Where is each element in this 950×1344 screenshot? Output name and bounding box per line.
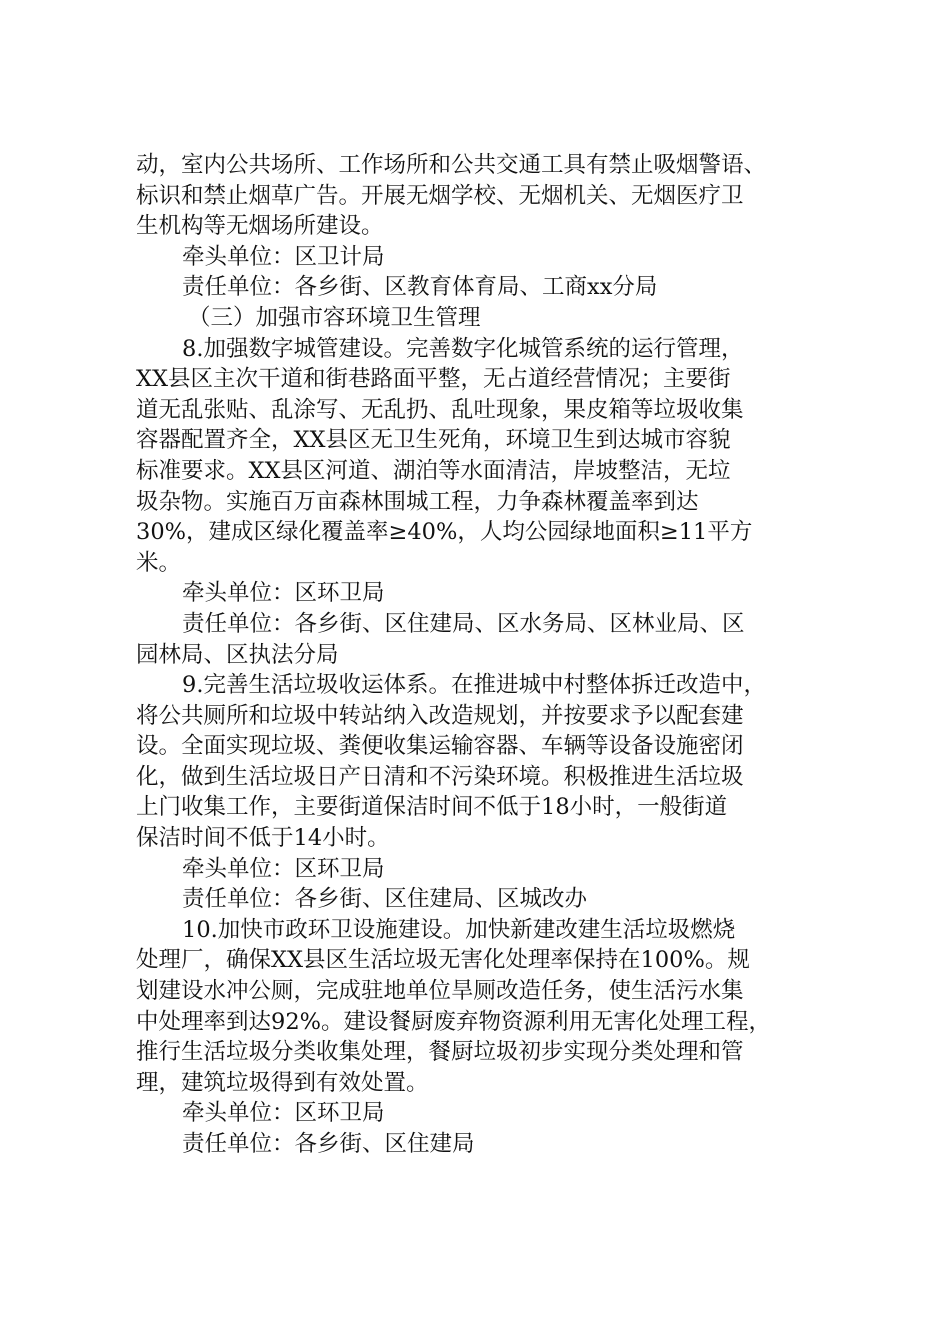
- item-9-line-5: 上门收集工作，主要街道保洁时间不低于18小时，一般街道: [136, 794, 728, 821]
- item-9-line-2: 将公共厕所和垃圾中转站纳入改造规划，并按要求予以配套建: [136, 702, 744, 729]
- responsible-unit-line-cont: 园林局、区执法分局: [136, 641, 339, 668]
- item-8-line-2: XX县区主次干道和街巷路面平整，无占道经营情况；主要街: [136, 366, 731, 393]
- item-9-line-6: 保洁时间不低于14小时。: [136, 825, 390, 852]
- lead-unit-line: 牵头单位：区环卫局: [182, 580, 385, 607]
- lead-unit-line: 牵头单位：区卫计局: [182, 243, 385, 270]
- item-8-line-4: 容器配置齐全，XX县区无卫生死角，环境卫生到达城市容貌: [136, 427, 731, 454]
- item-8-line-8: 米。: [136, 549, 182, 576]
- item-10-line-1: 10.加快市政环卫设施建设。加快新建改建生活垃圾燃烧: [182, 916, 736, 943]
- item-10-line-5: 推行生活垃圾分类收集处理，餐厨垃圾初步实现分类处理和管: [136, 1039, 744, 1066]
- item-9-line-1: 9.完善生活垃圾收运体系。在推进城中村整体拆迁改造中，: [182, 672, 766, 699]
- paragraph-smoking-cont-line-3: 生机构等无烟场所建设。: [136, 213, 384, 240]
- paragraph-smoking-cont-line-2: 标识和禁止烟草广告。开展无烟学校、无烟机关、无烟医疗卫: [136, 182, 744, 209]
- item-8-line-7: 30%，建成区绿化覆盖率≥40%，人均公园绿地面积≥11平方: [136, 519, 753, 546]
- item-9-line-4: 化，做到生活垃圾日产日清和不污染环境。积极推进生活垃圾: [136, 763, 744, 790]
- item-8-line-1: 8.加强数字城管建设。完善数字化城管系统的运行管理，: [182, 335, 744, 362]
- responsible-unit-line: 责任单位：各乡街、区教育体育局、工商xx分局: [182, 274, 658, 301]
- responsible-unit-line: 责任单位：各乡街、区住建局、区城改办: [182, 886, 588, 913]
- item-8-line-3: 道无乱张贴、乱涂写、无乱扔、乱吐现象，果皮箱等垃圾收集: [136, 396, 744, 423]
- item-10-line-2: 处理厂，确保XX县区生活垃圾无害化处理率保持在100%。规: [136, 947, 750, 974]
- responsible-unit-line: 责任单位：各乡街、区住建局、区水务局、区林业局、区: [182, 610, 745, 637]
- lead-unit-line: 牵头单位：区环卫局: [182, 1100, 385, 1127]
- responsible-unit-line: 责任单位：各乡街、区住建局: [182, 1131, 475, 1157]
- item-10-line-6: 理，建筑垃圾得到有效处置。: [136, 1069, 429, 1096]
- item-8-line-6: 圾杂物。实施百万亩森林围城工程，力争森林覆盖率到达: [136, 488, 699, 515]
- item-8-line-5: 标准要求。XX县区河道、湖泊等水面清洁，岸坡整洁，无垃: [136, 457, 731, 484]
- item-10-line-3: 划建设水冲公厕，完成驻地单位旱厕改造任务，使生活污水集: [136, 978, 744, 1005]
- document-body: [136, 150, 826, 1160]
- item-10-line-4: 中处理率到达92%。建设餐厨废弃物资源利用无害化处理工程，: [136, 1008, 772, 1035]
- section-heading: （三）加强市容环境卫生管理: [188, 304, 481, 331]
- item-9-line-3: 设。全面实现垃圾、粪便收集运输容器、车辆等设备设施密闭: [136, 733, 744, 760]
- lead-unit-line: 牵头单位：区环卫局: [182, 855, 385, 882]
- paragraph-smoking-cont-line-1: 动，室内公共场所、工作场所和公共交通工具有禁止吸烟警语、: [136, 152, 767, 178]
